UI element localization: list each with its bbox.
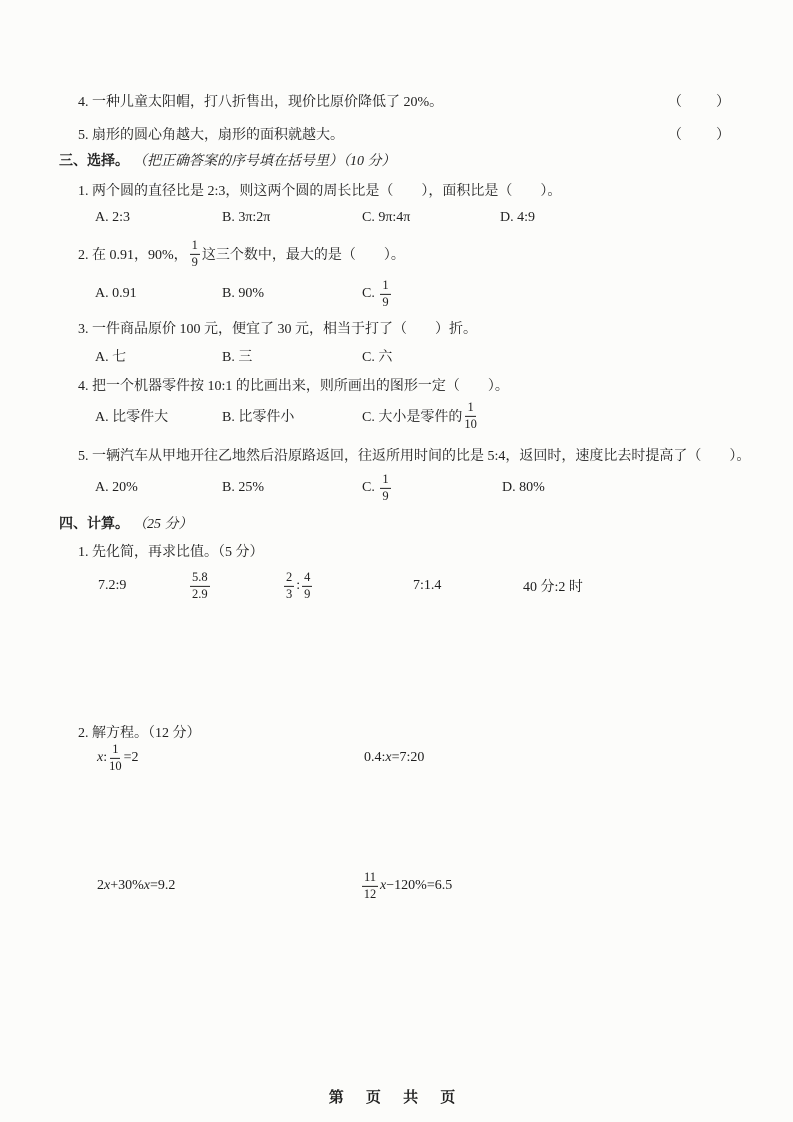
q4-option-b: B. 比零件小 [222, 410, 295, 425]
ratio-expression-2 [188, 571, 212, 601]
judge-item-4-answer-blank: （ ） [668, 95, 732, 110]
q5-option-a: A. 20% [95, 480, 138, 495]
question-3-stem: 3. 一件商品原价 100 元，便宜了 30 元，相当于打了（ ）折。 [78, 322, 477, 337]
calc-1-label: 1. 先化简，再求比值。（5 分） [78, 545, 264, 560]
judge-item-5-text: 5. 扇形的圆心角越大，扇形的面积就越大。 [78, 128, 344, 143]
question-4-options [0, 398, 793, 434]
q2-option-a: A. 0.91 [95, 286, 137, 301]
question-2-options [0, 276, 793, 312]
question-2-stem: 2. 在 0.91，90%， $\frac{1}{9}$ 这三个数中，最大的是（ ）。 [78, 237, 405, 269]
ratio-expression-1: 7.2:9 [98, 578, 127, 593]
equation-4: $\frac{11}{12}$ x −120%=6.5 [363, 869, 453, 901]
q1-option-a: A. 2:3 [95, 210, 130, 225]
fraction-11-12: $\frac{11}{12}$ [363, 869, 377, 901]
ratio-expression-4: 7:1.4 [413, 578, 442, 593]
ratio-expression-3: $\frac{2}{3}$ : $\frac{4}{9}$ [286, 569, 311, 601]
equation-2: 0.4: x =7:20 [364, 750, 425, 765]
q2-option-b: B. 90% [222, 286, 264, 301]
fraction-1-10: $\frac{1}{10}$ [464, 399, 477, 431]
q4-option-a: A. 比零件大 [95, 410, 169, 425]
judge-item-5-answer-blank: （ ） [668, 128, 732, 143]
question-5-stem: 5. 一辆汽车从甲地开往乙地然后沿原路返回，往返所用时间的比是 5:4，返回时，速度比去时提高了（ ）。 [78, 449, 751, 464]
question-5-options [0, 470, 793, 506]
equation-1: x : $\frac{1}{10}$ =2 [97, 741, 139, 773]
fraction-2-3: $\frac{2}{3}$ [286, 569, 293, 601]
fraction-1-9: $\frac{1}{9}$ [382, 277, 389, 309]
section-3-title: 三、选择。 [59, 154, 129, 169]
equation-3: 2 x +30% x =9.2 [97, 878, 176, 893]
q2-option-c: C. $\frac{1}{9}$ [362, 277, 389, 309]
question-4-stem: 4. 把一个机器零件按 10:1 的比画出来，则所画出的图形一定（ ）。 [78, 379, 509, 394]
q3-option-c: C. 六 [362, 350, 393, 365]
judge-item-4-text: 4. 一种儿童太阳帽，打八折售出，现价比原价降低了 20%。 [78, 95, 444, 110]
q5-option-b: B. 25% [222, 480, 264, 495]
q1-option-b: B. 3π:2π [222, 210, 271, 225]
ratio-expression-5: 40 分:2 时 [523, 580, 583, 595]
fraction-5.8-2.9: $\frac{5.8}{2.9}$ [192, 569, 208, 601]
question-2 [0, 236, 793, 272]
question-1-stem: 1. 两个圆的直径比是 2:3，则这两个圆的周长比是（ ），面积比是（ ）。 [78, 184, 562, 199]
fraction-4-9: $\frac{4}{9}$ [304, 569, 311, 601]
q5-option-d: D. 80% [502, 480, 545, 495]
section-3-note: （把正确答案的序号填在括号里）（10 分） [133, 154, 396, 169]
q3-option-b: B. 三 [222, 350, 253, 365]
equation-row-1 [0, 740, 793, 776]
section-4-note: （25 分） [133, 517, 193, 532]
fraction-1-10: $\frac{1}{10}$ [109, 741, 122, 773]
page-footer: 第 页 共 页 [328, 1089, 465, 1106]
q4-option-c: C. 大小是零件的 $\frac{1}{10}$ [362, 399, 477, 431]
calc-2-label: 2. 解方程。（12 分） [78, 726, 201, 741]
q5-option-c: C. $\frac{1}{9}$ [362, 471, 389, 503]
fraction-1-9: $\frac{1}{9}$ [382, 471, 389, 503]
equation-row-2 [0, 868, 793, 904]
q3-option-a: A. 七 [95, 350, 127, 365]
q1-option-d: D. 4:9 [500, 210, 535, 225]
calc-1-expressions [0, 568, 793, 604]
q1-option-c: C. 9π:4π [362, 210, 411, 225]
fraction-1-9: $\frac{1}{9}$ [191, 237, 198, 269]
section-4-title: 四、计算。 [59, 517, 129, 532]
